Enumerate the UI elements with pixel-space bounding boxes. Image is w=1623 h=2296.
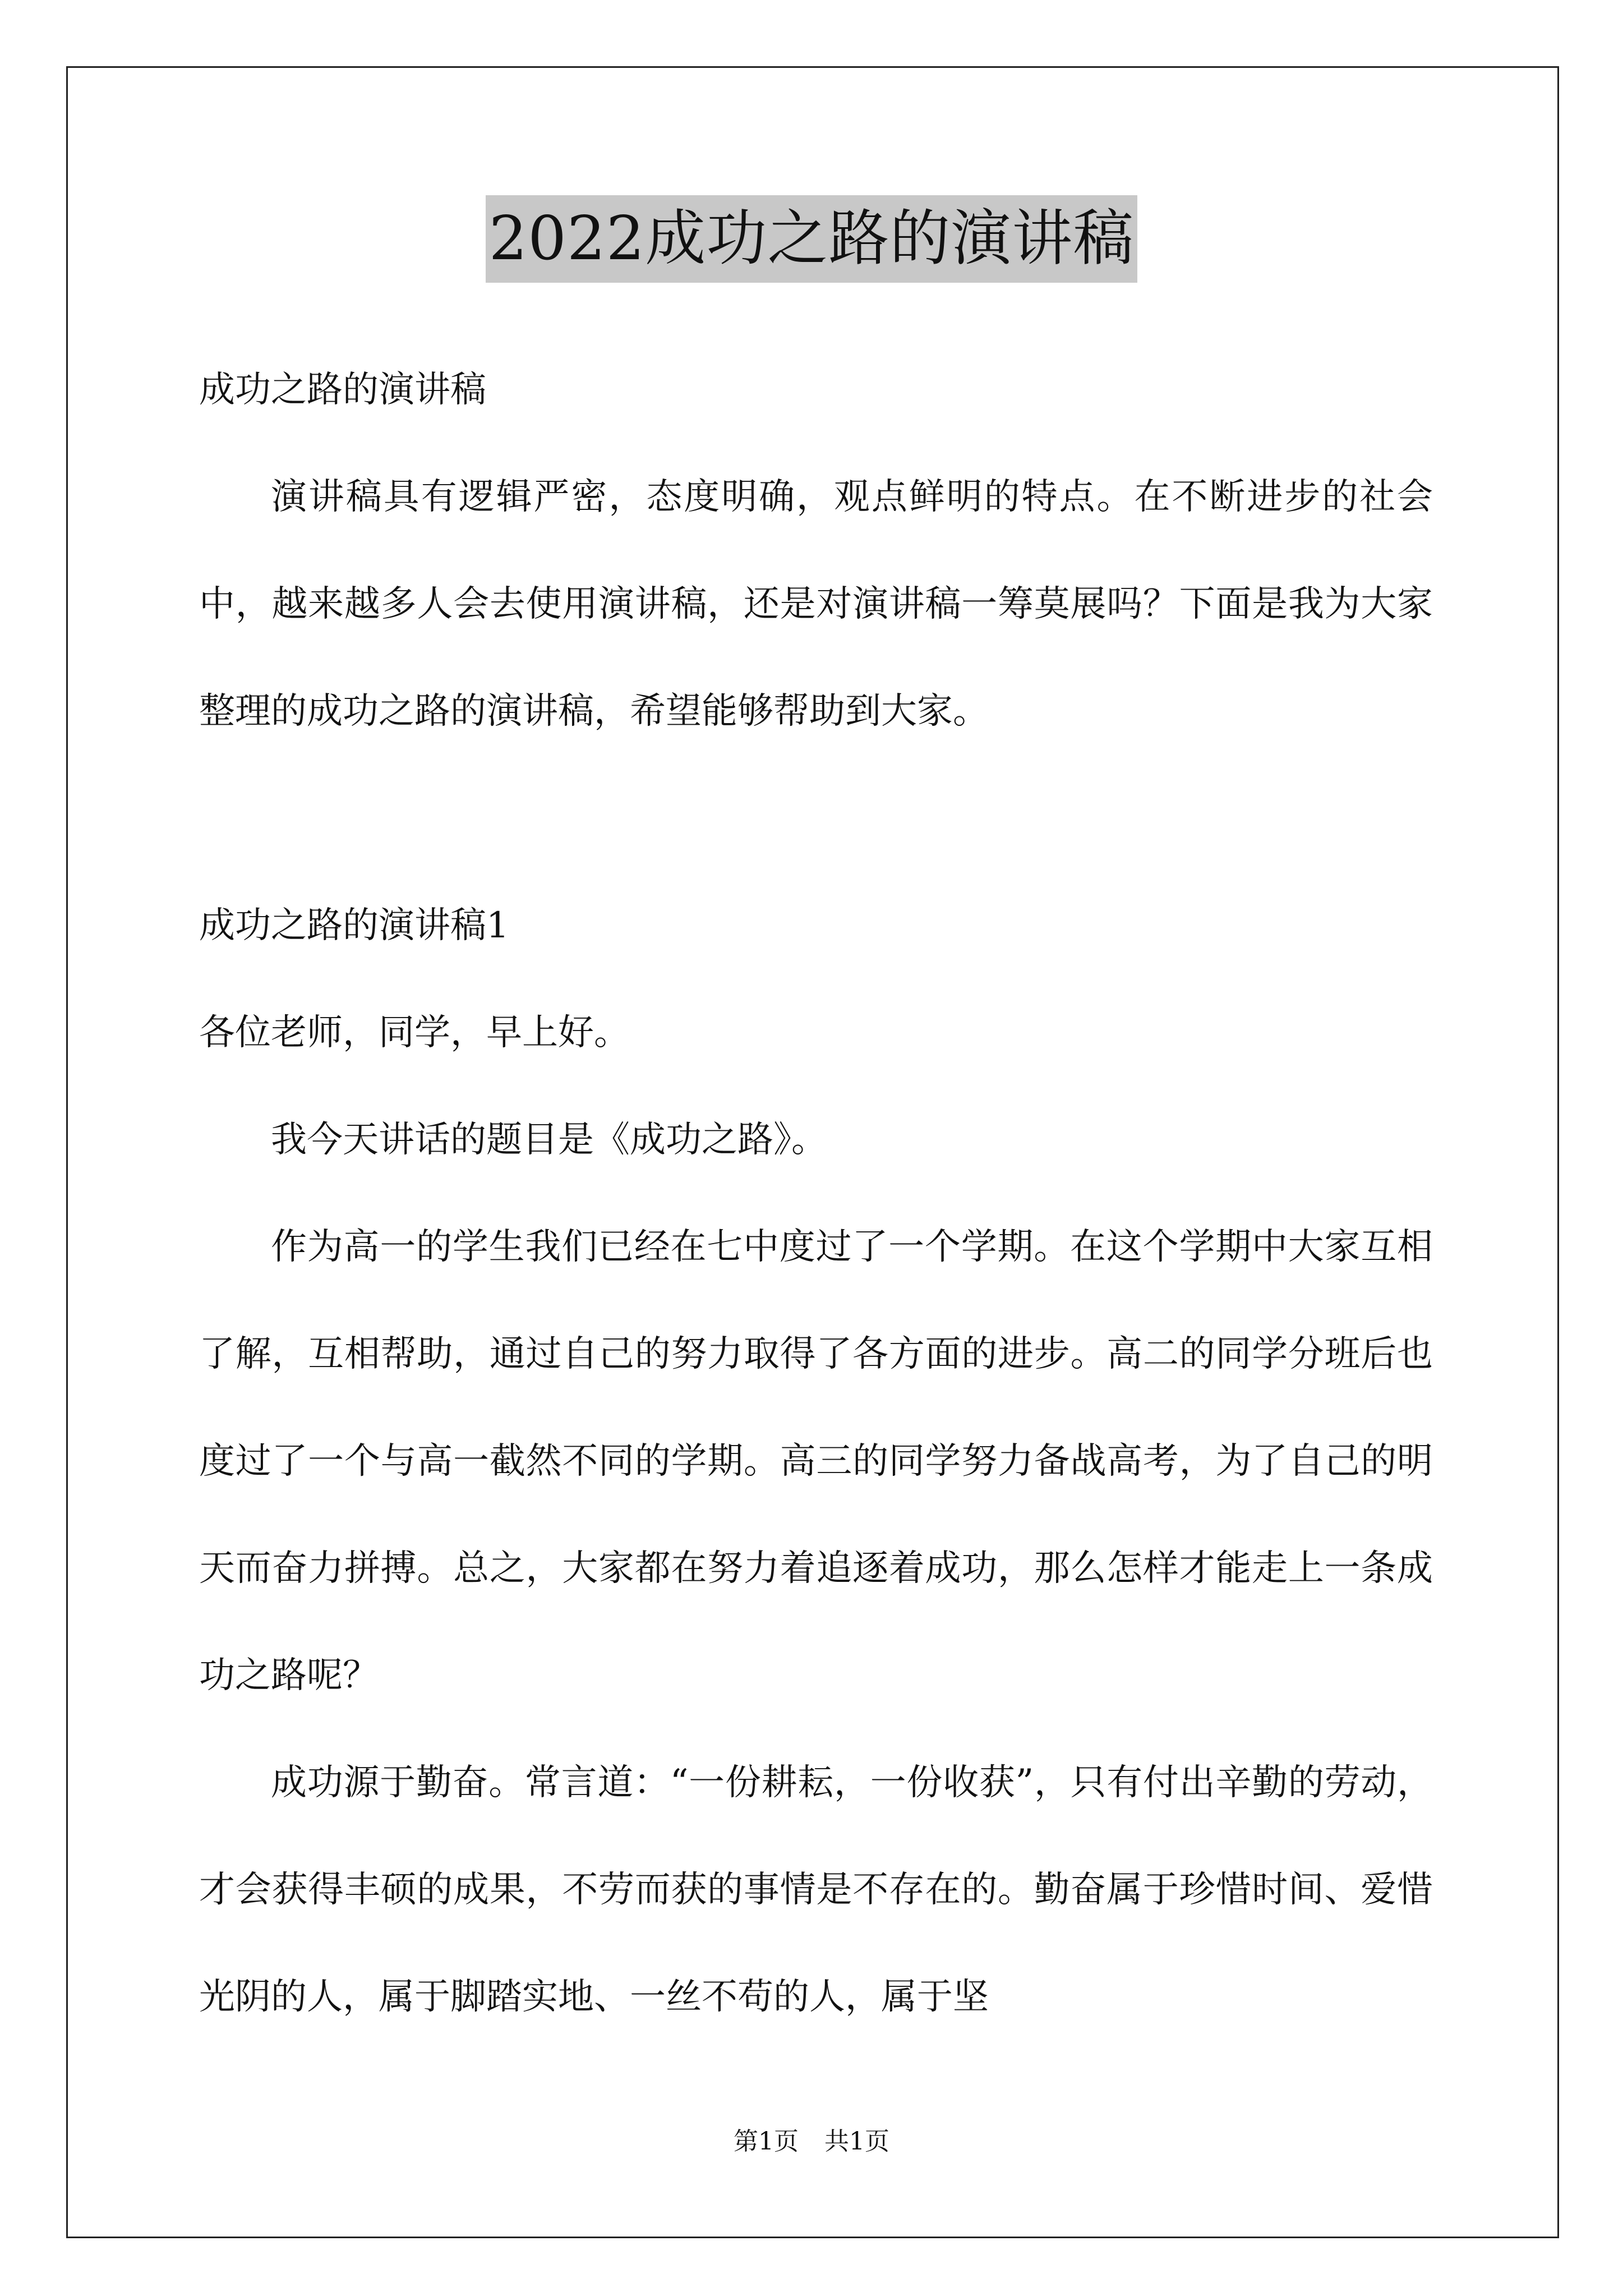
body-paragraph: 成功源于勤奋。常言道：“一份耕耘，一份收获”，只有付出辛勤的劳动，才会获得丰硕的成果，不劳而获的事情是不存在的。勤奋属于珍惜时间、爱惜光阴的人，属于脚踏实地、一丝不苟的人，属于坚 <box>199 1762 1433 2018</box>
section-spacer <box>199 765 1433 872</box>
document-body <box>199 337 1433 2051</box>
greeting: 各位老师，同学，早上好。 <box>199 1012 630 1053</box>
body-paragraph: 作为高一的学生我们已经在七中度过了一个学期。在这个学期中大家互相了解，互相帮助，通过自己的努力取得了各方面的进步。高二的同学分班后也度过了一个与高一截然不同的学期。高三的同学努力备战高考，为了自己的明天而奋力拼搏。总之，大家都在努力着追逐着成功，那么怎样才能走上一条成功之路呢？ <box>199 1226 1433 1696</box>
document-title: 2022成功之路的演讲稿 <box>486 195 1138 283</box>
page-number: 第1页 <box>734 2127 799 2156</box>
intro-paragraph: 演讲稿具有逻辑严密，态度明确，观点鲜明的特点。在不断进步的社会中，越来越多人会去使用演讲稿，还是对演讲稿一筹莫展吗？下面是我为大家整理的成功之路的演讲稿，希望能够帮助到大家。 <box>199 476 1433 732</box>
section-heading: 成功之路的演讲稿1 <box>199 905 509 946</box>
page-footer <box>0 2125 1623 2159</box>
subtitle: 成功之路的演讲稿 <box>199 369 486 411</box>
title-container <box>0 195 1623 283</box>
body-paragraph: 我今天讲话的题目是《成功之路》。 <box>271 1119 827 1161</box>
total-pages: 共1页 <box>824 2127 889 2156</box>
